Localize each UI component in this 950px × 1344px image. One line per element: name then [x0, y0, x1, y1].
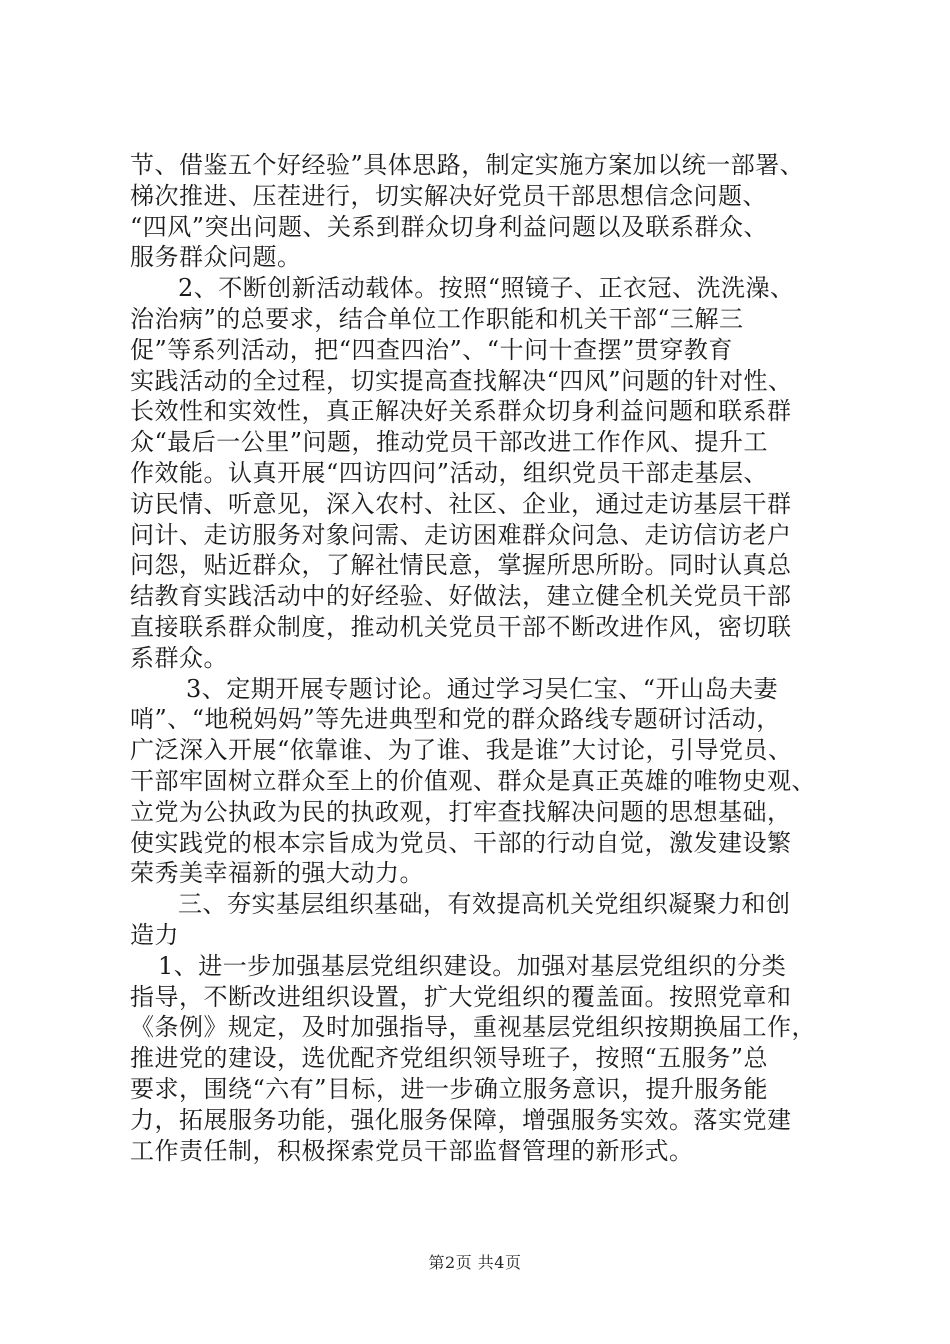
page-number-footer: 第2页 共4页	[428, 1253, 522, 1272]
paragraph-topic-discussion	[130, 674, 850, 890]
text-line: 三、夯实基层组织基础，有效提高机关党组织凝聚力和创	[178, 890, 791, 919]
text-line: 干部牢固树立群众至上的价值观、群众是真正英雄的唯物史观、	[130, 766, 816, 795]
text-line: 服务群众问题。	[130, 243, 302, 272]
section-heading-three	[130, 889, 850, 951]
text-line: 荣秀美幸福新的强大动力。	[130, 859, 424, 888]
text-line: 结教育实践活动中的好经验、好做法，建立健全机关党员干部	[130, 582, 792, 611]
text-line: 推进党的建设，选优配齐党组织领导班子，按照“五服务”总	[130, 1044, 769, 1073]
text-line: 1、进一步加强基层党组织建设。加强对基层党组织的分类	[158, 951, 787, 980]
text-line: 促”等系列活动，把“四查四治”、“十问十查摆”贯穿教育	[130, 335, 733, 364]
document-body	[130, 150, 850, 1166]
paragraph-innovate-activity-carrier	[130, 273, 850, 673]
text-line: 造力	[130, 920, 179, 949]
text-line: 哨”、“地税妈妈”等先进典型和党的群众路线专题研讨活动，	[130, 705, 781, 734]
text-line: 治治病”的总要求，结合单位工作职能和机关干部“三解三	[130, 304, 744, 333]
text-line: 实践活动的全过程，切实提高查找解决“四风”问题的针对性、	[130, 366, 793, 395]
text-line: 3、定期开展专题讨论。通过学习吴仁宝、“开山岛夫妻	[186, 674, 779, 703]
text-line: 力，拓展服务功能，强化服务保障，增强服务实效。落实党建	[130, 1105, 792, 1134]
text-line: 作效能。认真开展“四访四问”活动，组织党员干部走基层、	[130, 458, 769, 487]
text-line: 2、不断创新活动载体。按照“照镜子、正衣冠、洗洗澡、	[178, 274, 795, 303]
text-line: 《条例》规定，及时加强指导，重视基层党组织按期换届工作，	[130, 1013, 816, 1042]
text-line: 直接联系群众制度，推动机关党员干部不断改进作风，密切联	[130, 612, 792, 641]
text-line: 工作责任制，积极探索党员干部监督管理的新形式。	[130, 1136, 694, 1165]
text-line: “四风”突出问题、关系到群众切身利益问题以及联系群众、	[130, 212, 769, 241]
text-line: 梯次推进、压茬进行，切实解决好党员干部思想信念问题、	[130, 181, 767, 210]
text-line: 立党为公执政为民的执政观，打牢查找解决问题的思想基础，	[130, 797, 792, 826]
text-line: 要求，围绕“六有”目标，进一步确立服务意识，提升服务能	[130, 1074, 769, 1103]
text-line: 众“最后一公里”问题，推动党员干部改进工作作风、提升工	[130, 428, 769, 457]
text-line: 问计、走访服务对象问需、走访困难群众问急、走访信访老户	[130, 520, 792, 549]
text-line: 节、借鉴五个好经验”具体思路，制定实施方案加以统一部署、	[130, 151, 805, 179]
text-line: 使实践党的根本宗旨成为党员、干部的行动自觉，激发建设繁	[130, 828, 792, 857]
text-line: 访民情、听意见，深入农村、社区、企业，通过走访基层干群	[130, 489, 792, 518]
text-line: 广泛深入开展“依靠谁、为了谁、我是谁”大讨论，引导党员、	[130, 736, 793, 765]
text-line: 长效性和实效性，真正解决好关系群众切身利益问题和联系群	[130, 397, 792, 426]
text-line: 指导，不断改进组织设置，扩大党组织的覆盖面。按照党章和	[130, 982, 792, 1011]
text-line: 问怨，贴近群众，了解社情民意，掌握所思所盼。同时认真总	[130, 551, 792, 580]
paragraph-continuation	[130, 150, 850, 273]
text-line: 系群众。	[130, 643, 228, 672]
paragraph-grassroots-party-building	[130, 951, 850, 1167]
